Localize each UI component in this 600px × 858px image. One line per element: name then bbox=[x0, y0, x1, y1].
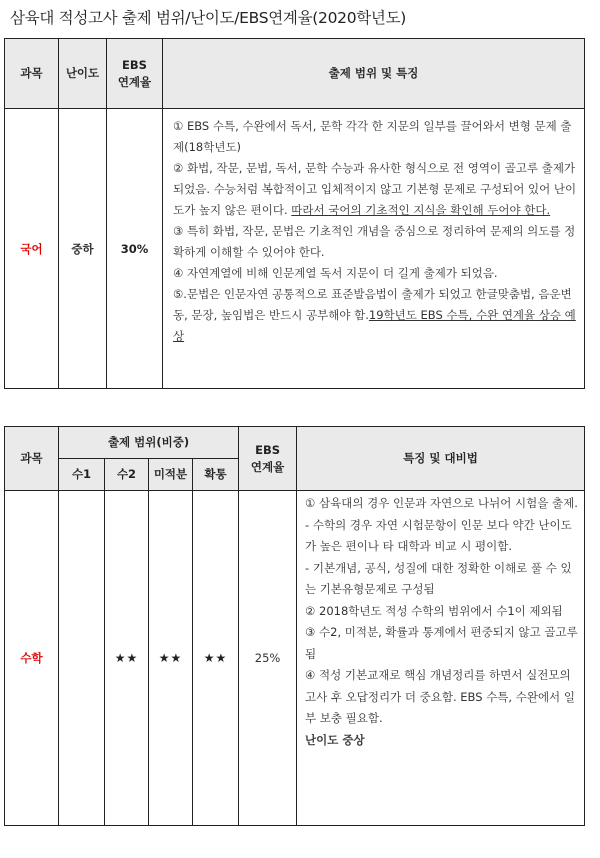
item-text: ④ 자연계열에 비해 인문계열 독서 지문이 더 길게 출제가 되었음. bbox=[173, 266, 498, 280]
ebs-rate-value: 30% bbox=[107, 109, 163, 389]
header-features: 특징 및 대비법 bbox=[297, 427, 585, 491]
item-text: ④ 적성 기본교재로 핵심 개념정리를 하면서 실전모의고사 후 오답정리가 더 중요함. EBS 수특, 수완에서 일부 보충 필요함. bbox=[305, 668, 575, 725]
header-scope: 출제 범위 및 특징 bbox=[163, 39, 585, 109]
item-text: ③ 수2, 미적분, 확률과 통계에서 편중되지 않고 골고루 됨 bbox=[305, 625, 578, 661]
weight-probability: ★★ bbox=[193, 491, 239, 826]
item-text: - 기본개념, 공식, 성질에 대한 정확한 이해로 풀 수 있는 기본유형문제로 구성됨 bbox=[305, 560, 572, 596]
page-title: 삼육대 적성고사 출제 범위/난이도/EBS연계율(2020학년도) bbox=[10, 9, 407, 27]
weight-calculus: ★★ bbox=[149, 491, 193, 826]
header-ebs-rate: EBS 연계율 bbox=[107, 39, 163, 109]
description-item bbox=[305, 622, 578, 665]
item-text: ② 화법, 작문, 문법, 독서, 문학 수능과 유사한 형식으로 전 영역이 골고루 출제가 되었음. 수능처럼 복합적이고 입체적이지 않고 기본형 문제로 구성되어 있어 난이도가 높지 않은 편이다. bbox=[173, 161, 577, 217]
weight-su1 bbox=[59, 491, 105, 826]
description-item bbox=[305, 558, 578, 601]
header-subject: 과목 bbox=[5, 427, 59, 491]
header-probability: 확통 bbox=[193, 459, 239, 491]
subject-math: 수학 bbox=[5, 491, 59, 826]
description-item bbox=[173, 158, 578, 221]
item-text: ① 삼육대의 경우 인문과 자연으로 나뉘어 시험을 출제. bbox=[305, 496, 578, 510]
description-item bbox=[305, 730, 578, 752]
header-subject: 과목 bbox=[5, 39, 59, 109]
weight-su2: ★★ bbox=[105, 491, 149, 826]
header-scope-weight: 출제 범위(비중) bbox=[59, 427, 239, 459]
underlined-text: 따라서 국어의 기초적인 지식을 확인해 두어야 한다. bbox=[291, 203, 551, 217]
item-text: ① EBS 수특, 수완에서 독서, 문학 각각 한 지문의 일부를 끌어와서 변형 문제 출제(18학년도) bbox=[173, 119, 572, 154]
description-item bbox=[173, 116, 578, 158]
header-calculus: 미적분 bbox=[149, 459, 193, 491]
description-item bbox=[305, 515, 578, 558]
scope-description bbox=[163, 109, 585, 389]
description-item bbox=[173, 263, 578, 284]
description-item bbox=[305, 493, 578, 515]
features-list bbox=[305, 493, 578, 751]
item-text: ② 2018학년도 적성 수학의 범위에서 수1이 제외됨 bbox=[305, 603, 563, 618]
description-list bbox=[173, 116, 578, 347]
header-su2: 수2 bbox=[105, 459, 149, 491]
ebs-rate-value: 25% bbox=[239, 491, 297, 826]
header-su1: 수1 bbox=[59, 459, 105, 491]
description-item bbox=[305, 665, 578, 730]
header-difficulty: 난이도 bbox=[59, 39, 107, 109]
item-text: - 수학의 경우 자연 시험문항이 인문 보다 약간 난이도가 높은 편이나 타 대학과 비교 시 평이함. bbox=[305, 517, 572, 553]
math-table bbox=[4, 426, 585, 826]
bold-text: 난이도 중상 bbox=[305, 732, 365, 747]
description-item bbox=[173, 284, 578, 347]
description-item bbox=[173, 221, 578, 263]
features-description bbox=[297, 491, 585, 826]
subject-korean: 국어 bbox=[5, 109, 59, 389]
item-text: ⑤.문법은 인문자연 공통적으로 표준발음법이 출제가 되었고 한글맞춤법, 음운변동, 문장, 높임법은 반드시 공부해야 함. bbox=[173, 287, 572, 322]
item-text: ③ 특히 화법, 작문, 문법은 기초적인 개념을 중심으로 정리하여 문제의 의도를 정확하게 이해할 수 있어야 한다. bbox=[173, 224, 576, 259]
header-ebs-rate: EBS 연계율 bbox=[239, 427, 297, 491]
underlined-text: 19학년도 EBS 수특, 수완 연계율 상승 예상 bbox=[173, 308, 576, 343]
difficulty-value: 중하 bbox=[59, 109, 107, 389]
korean-table bbox=[4, 38, 585, 389]
description-item bbox=[305, 601, 578, 623]
